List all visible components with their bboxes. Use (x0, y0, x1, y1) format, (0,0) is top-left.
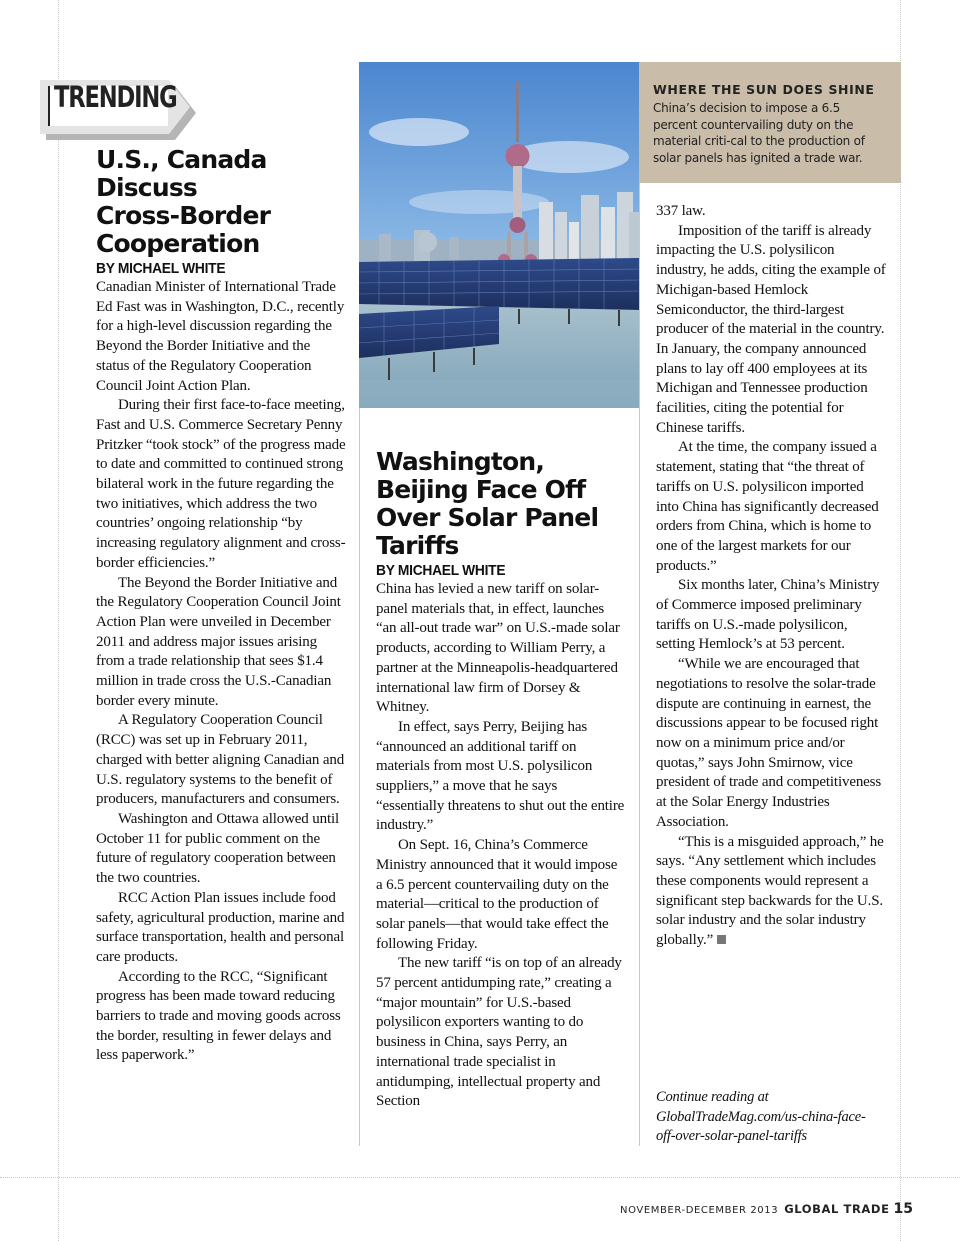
column-rule (639, 183, 640, 1146)
paragraph: The Beyond the Border Initiative and the Regulatory Cooperation Council Joint Action Plan were unveiled in December 2011 and address major issues arising from a trade relationship that sees $1.4 million in trade cross the U.S.-Canadian border every minute. (96, 574, 341, 709)
continue-reading[interactable]: Continue reading at GlobalTradeMag.com/us-china-face- off-over-solar-panel-tariffs (656, 1088, 896, 1147)
article-solar-tariffs (376, 448, 626, 1112)
article-headline: Washington, Beijing Face Off Over Solar Panel Tariffs (376, 447, 599, 560)
caption-text: China’s decision to impose a 6.5 percent countervailing duty on the material criti-cal to the production of solar panels has ignited a trade war. (653, 101, 865, 165)
paragraph: 337 law. (656, 203, 706, 219)
page-guide (0, 1177, 960, 1178)
article-body (376, 580, 626, 1112)
solar-farm-photo (359, 62, 639, 408)
paragraph: Canadian Minister of International Trade Ed Fast was in Washington, D.C., recently for a high-level discussion regarding the Beyond the Border Initiative and the status of the Regulatory Cooperation Council Joint Action Plan. (96, 279, 345, 394)
page-footer (620, 1198, 913, 1217)
issue-date: NOVEMBER-DECEMBER 2013 (620, 1205, 779, 1216)
page-guide (58, 0, 59, 1241)
end-mark-icon (717, 935, 726, 944)
article-us-canada (96, 146, 346, 1066)
paragraph: In effect, says Perry, Beijing has “announced an additional tariff on materials from most U.S. polysilicon suppliers,” a move that he says “essentially threatens to shut out the entire industry.” (376, 718, 625, 834)
paragraph: The new tariff “is on top of an already 57 percent antidumping rate,” creating a “major mountain” for U.S.-based polysilicon exporters wanting to do business in China, says Perry, an international trade specialist in antidumping, intellectual property and Section (376, 955, 622, 1110)
paragraph: RCC Action Plan issues include food safety, agricultural production, marine and surface transportation, health and personal care products. (96, 889, 345, 965)
article-body (96, 278, 346, 1066)
magazine-name: GLOBAL TRADE (784, 1202, 890, 1216)
paragraph: During their first face-to-face meeting, Fast and U.S. Commerce Secretary Penny Pritzker “took stock” of the progress made to date and committed to continued strong bilateral work in the future regarding the two initiatives, which address the two countries’ ongoing relationship “by increasing regulatory alignment and cross-border efficiencies.” (96, 397, 346, 571)
page-guide (900, 0, 901, 1241)
paragraph: According to the RCC, “Significant progress has been made toward reducing barriers to trade and moving goods across the border, resulting in fewer delays and less paperwork.” (96, 968, 341, 1064)
article-headline: U.S., Canada Discuss Cross-Border Cooperation (96, 145, 271, 258)
article-byline: BY MICHAEL WHITE (96, 260, 226, 277)
caption-title: WHERE THE SUN DOES SHINE (653, 82, 875, 97)
trending-tab (40, 78, 205, 146)
paragraph: Washington and Ottawa allowed until October 11 for public comment on the future of regulatory cooperation between the two countries. (96, 810, 339, 887)
page-number: 15 (893, 1201, 914, 1217)
continue-link[interactable]: GlobalTradeMag.com/us-china-face- (656, 1108, 866, 1125)
photo-caption (639, 62, 901, 183)
article-body-continued (656, 202, 888, 951)
paragraph: “This is a misguided approach,” he says. “Any settlement which includes these components would represent a significant step backwards for the U.S. solar industry and the solar industry globally.” (656, 833, 884, 949)
paragraph: “While we are encouraged that negotiations to resolve the solar-trade dispute are continuing in earnest, the discussions appear to be focused right now on a minimum price and/or quotas,” says John Smirnow, vice president of trade and competitiveness at the Solar Energy Industries Association. (656, 656, 882, 830)
paragraph: On Sept. 16, China’s Commerce Ministry announced that it would impose a 6.5 percent countervailing duty on the material—critical to the production of solar panels—that would take effect the following Friday. (376, 837, 618, 952)
paragraph: Six months later, China’s Ministry of Commerce imposed preliminary tariffs on U.S.-made polysilicon, setting Hemlock’s at 53 percent. (656, 577, 880, 653)
article-byline: BY MICHAEL WHITE (376, 562, 506, 579)
paragraph: A Regulatory Cooperation Council (RCC) was set up in February 2011, charged with better aligning Canadian and U.S. regulatory systems to the benefit of producers, manufacturers and consumers. (96, 712, 345, 808)
paragraph: Imposition of the tariff is already impacting the U.S. polysilicon industry, he adds, citing the example of Michigan-based Hemlock Semiconductor, the third-largest producer of the material in the country. In January, the company announced plans to lay off 400 employees at its Michigan and Tennessee production facilities, citing the potential for Chinese tariffs. (656, 222, 886, 436)
paragraph: China has levied a new tariff on solar-panel materials that, in effect, launches “an all-out trade war” on U.S.-made solar products, according to William Perry, a partner at the Minneapolis-headquartered international law firm of Dorsey & Whitney. (376, 581, 620, 716)
column-rule (359, 408, 360, 1146)
paragraph: At the time, the company issued a statement, stating that “the threat of tariffs on U.S. polysilicon imported into China has significantly decreased orders from China, which is home to one of the largest markets for our products.” (656, 439, 879, 574)
trending-label: TRENDING (54, 80, 177, 114)
